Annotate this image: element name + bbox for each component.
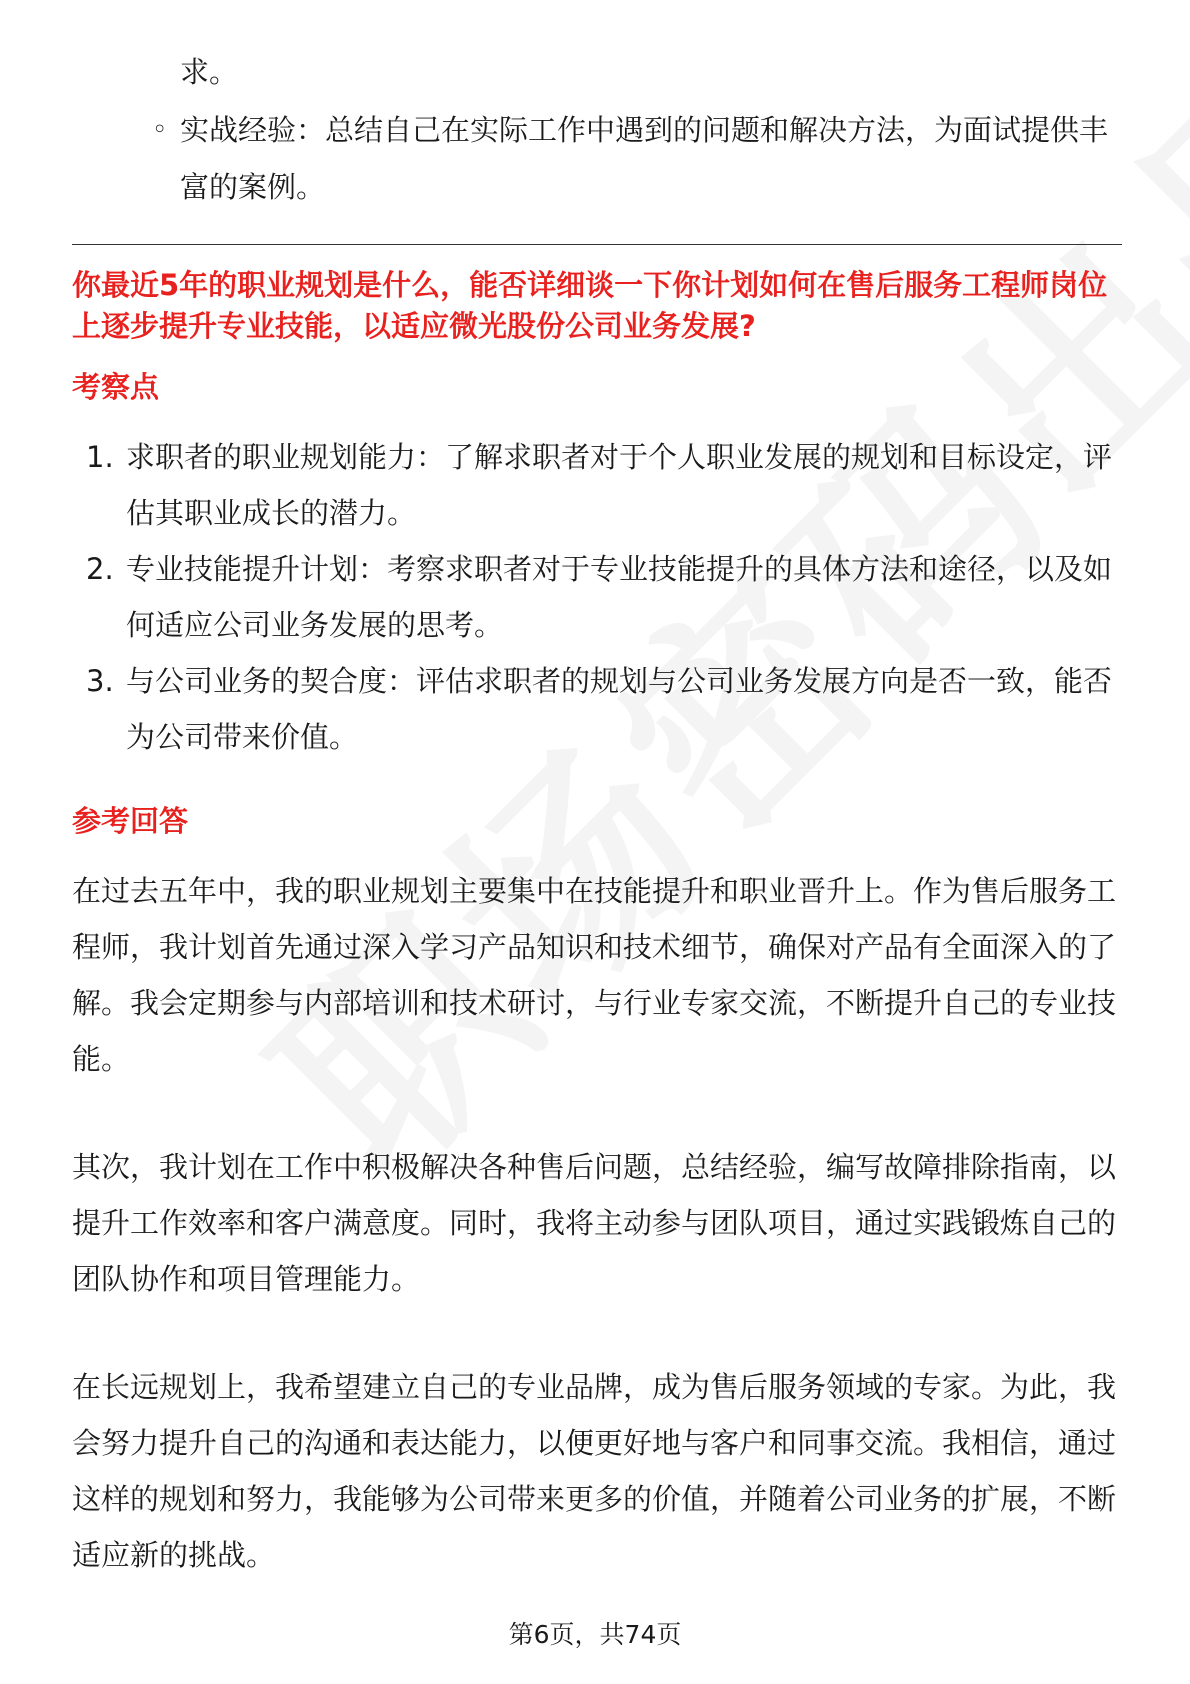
paragraph-line: 团队协作和项目管理能力。 (72, 1262, 421, 1296)
answer-heading: 参考回答 (72, 804, 189, 838)
sub-bullet-text-line: 富的案例。 (180, 170, 326, 204)
answer-paragraph (72, 1359, 1122, 1583)
list-item-number: 2. (86, 552, 114, 586)
page-content (72, 42, 1122, 1635)
interview-question (72, 265, 1122, 347)
list-item-number: 3. (86, 664, 114, 698)
list-item-number: 1. (86, 440, 114, 474)
list-item-line: 求职者的职业规划能力：了解求职者对于个人职业发展的规划和目标设定，评 (126, 440, 1113, 474)
paragraph-line: 提升工作效率和客户满意度。同时，我将主动参与团队项目，通过实践锻炼自己的 (72, 1206, 1117, 1240)
list-item-line: 专业技能提升计划：考察求职者对于专业技能提升的具体方法和途径，以及如 (126, 552, 1113, 586)
assessment-list (72, 429, 1122, 765)
sub-bullet-item (72, 102, 1122, 216)
list-item-line: 与公司业务的契合度：评估求职者的规划与公司业务发展方向是否一致，能否 (126, 664, 1113, 698)
paragraph-line: 程师，我计划首先通过深入学习产品知识和技术细节，确保对产品有全面深入的了 (72, 930, 1117, 964)
paragraph-line: 这样的规划和努力，我能够为公司带来更多的价值，并随着公司业务的扩展，不断 (72, 1482, 1117, 1516)
page-number: 第6页，共74页 (508, 1620, 682, 1649)
list-item (72, 541, 1122, 653)
list-item (72, 429, 1122, 541)
paragraph-line: 会努力提升自己的沟通和表达能力，以便更好地与客户和同事交流。我相信，通过 (72, 1426, 1117, 1460)
sub-bullet-text-line: 实战经验：总结自己在实际工作中遇到的问题和解决方法，为面试提供丰 (180, 113, 1109, 147)
question-line: 上逐步提升专业技能，以适应微光股份公司业务发展? (72, 309, 756, 343)
paragraph-line: 在过去五年中，我的职业规划主要集中在技能提升和职业晋升上。作为售后服务工 (72, 874, 1117, 908)
list-item-line: 为公司带来价值。 (126, 720, 359, 754)
section-divider (72, 244, 1122, 245)
paragraph-line: 能。 (72, 1042, 131, 1076)
paragraph-line: 适应新的挑战。 (72, 1538, 276, 1572)
list-item-line: 估其职业成长的潜力。 (126, 496, 417, 530)
previous-item-continuation: 求。 (180, 55, 239, 89)
list-item (72, 653, 1122, 765)
answer-paragraph (72, 1139, 1122, 1307)
paragraph-line: 在长远规划上，我希望建立自己的专业品牌，成为售后服务领域的专家。为此，我 (72, 1370, 1117, 1404)
paragraph-line: 其次，我计划在工作中积极解决各种售后问题，总结经验，编写故障排除指南，以 (72, 1150, 1117, 1184)
list-item-line: 何适应公司业务发展的思考。 (126, 608, 504, 642)
answer-paragraph (72, 863, 1122, 1087)
assessment-heading: 考察点 (72, 370, 160, 404)
question-line: 你最近5年的职业规划是什么，能否详细谈一下你计划如何在售后服务工程师岗位 (72, 268, 1108, 302)
paragraph-line: 解。我会定期参与内部培训和技术研讨，与行业专家交流，不断提升自己的专业技 (72, 986, 1117, 1020)
hollow-bullet-icon: ◦ (152, 115, 168, 145)
